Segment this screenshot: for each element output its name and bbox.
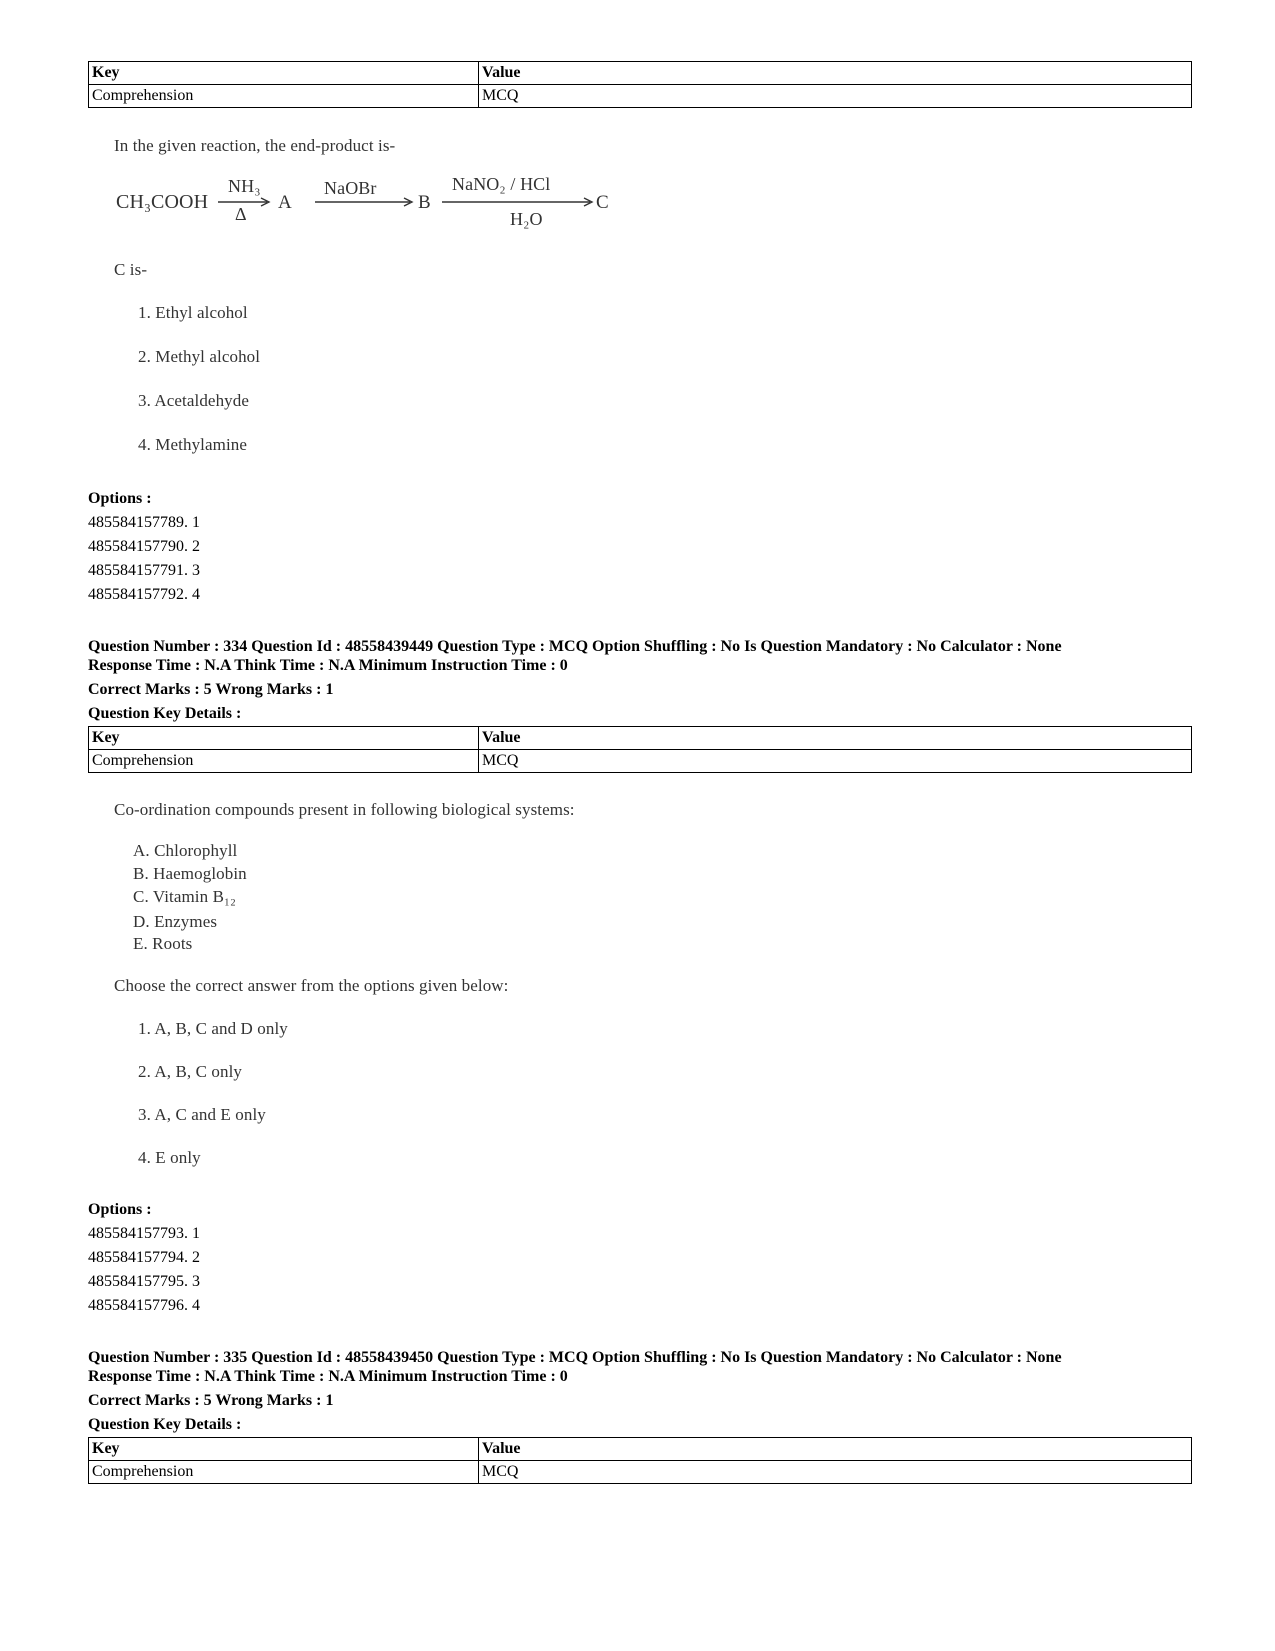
reagent-3-above: NaNO₂ / HCl [452, 174, 551, 194]
reactant-label: CH₃COOH [116, 191, 209, 213]
question-instruction: Choose the correct answer from the options given below: [114, 976, 509, 995]
options-label: Options : [88, 490, 152, 507]
answer-choice: 4. Methylamine [138, 435, 248, 454]
option-id: 485584157789. 1 [88, 514, 200, 531]
answer-choice: 3. A, C and E only [138, 1105, 266, 1124]
table-cell-value: MCQ [479, 1461, 1192, 1484]
product-c: C [596, 192, 609, 213]
table-header-value: Value [479, 727, 1192, 750]
question-key-details-label: Question Key Details : [88, 1416, 242, 1433]
reaction-scheme [110, 170, 650, 245]
list-item: C. Vitamin B₁₂ [133, 887, 237, 906]
question-meta-line-1: Question Number : 334 Question Id : 48558439449 Question Type : MCQ Option Shuffling : No Is Question Mandatory : No Calculator : None [88, 638, 1062, 655]
table-header-key: Key [89, 1438, 479, 1461]
option-id: 485584157793. 1 [88, 1225, 200, 1242]
table-row [89, 1461, 1192, 1484]
table-cell-value: MCQ [479, 750, 1192, 773]
table-row [89, 750, 1192, 773]
reagent-1-above: NH₃ [228, 176, 261, 196]
question-meta-line-1: Question Number : 335 Question Id : 48558439450 Question Type : MCQ Option Shuffling : No Is Question Mandatory : No Calculator : None [88, 1349, 1062, 1366]
question-prompt: C is- [114, 260, 148, 279]
reagent-1-below: Δ [235, 204, 247, 224]
table-cell-key: Comprehension [89, 750, 479, 773]
question-meta-line-2: Response Time : N.A Think Time : N.A Minimum Instruction Time : 0 [88, 657, 568, 674]
table-header-row [89, 1438, 1192, 1461]
question-marks: Correct Marks : 5 Wrong Marks : 1 [88, 681, 334, 698]
table-row [89, 85, 1192, 108]
option-id: 485584157796. 4 [88, 1297, 200, 1314]
option-id: 485584157790. 2 [88, 538, 200, 555]
option-id: 485584157791. 3 [88, 562, 200, 579]
answer-choice: 1. Ethyl alcohol [138, 303, 248, 322]
table-header-row [89, 727, 1192, 750]
question-key-details-label: Question Key Details : [88, 705, 242, 722]
answer-choice: 2. A, B, C only [138, 1062, 242, 1081]
table-header-row [89, 62, 1192, 85]
reagent-2-above: NaOBr [324, 178, 377, 198]
list-item: E. Roots [133, 934, 193, 953]
question-marks: Correct Marks : 5 Wrong Marks : 1 [88, 1392, 334, 1409]
question-stem: Co-ordination compounds present in following biological systems: [114, 800, 575, 819]
option-id: 485584157792. 4 [88, 586, 200, 603]
answer-choice: 4. E only [138, 1148, 201, 1167]
table-header-key: Key [89, 62, 479, 85]
key-value-table-2 [88, 726, 1192, 773]
question-meta-line-2: Response Time : N.A Think Time : N.A Minimum Instruction Time : 0 [88, 1368, 568, 1385]
answer-choice: 1. A, B, C and D only [138, 1019, 288, 1038]
answer-choice: 2. Methyl alcohol [138, 347, 261, 366]
list-item: D. Enzymes [133, 912, 218, 931]
key-value-table-3 [88, 1437, 1192, 1484]
list-item: B. Haemoglobin [133, 864, 247, 883]
intermediate-b: B [418, 192, 431, 213]
intermediate-a: A [278, 192, 292, 213]
reagent-3-below: H₂O [510, 209, 543, 229]
table-cell-key: Comprehension [89, 85, 479, 108]
table-header-value: Value [479, 1438, 1192, 1461]
list-item: A. Chlorophyll [133, 841, 238, 860]
answer-choice: 3. Acetaldehyde [138, 391, 250, 410]
option-id: 485584157795. 3 [88, 1273, 200, 1290]
table-cell-key: Comprehension [89, 1461, 479, 1484]
key-value-table-1 [88, 61, 1192, 108]
table-cell-value: MCQ [479, 85, 1192, 108]
table-header-value: Value [479, 62, 1192, 85]
option-id: 485584157794. 2 [88, 1249, 200, 1266]
options-label: Options : [88, 1201, 152, 1218]
question-stem: In the given reaction, the end-product is- [114, 136, 396, 155]
table-header-key: Key [89, 727, 479, 750]
